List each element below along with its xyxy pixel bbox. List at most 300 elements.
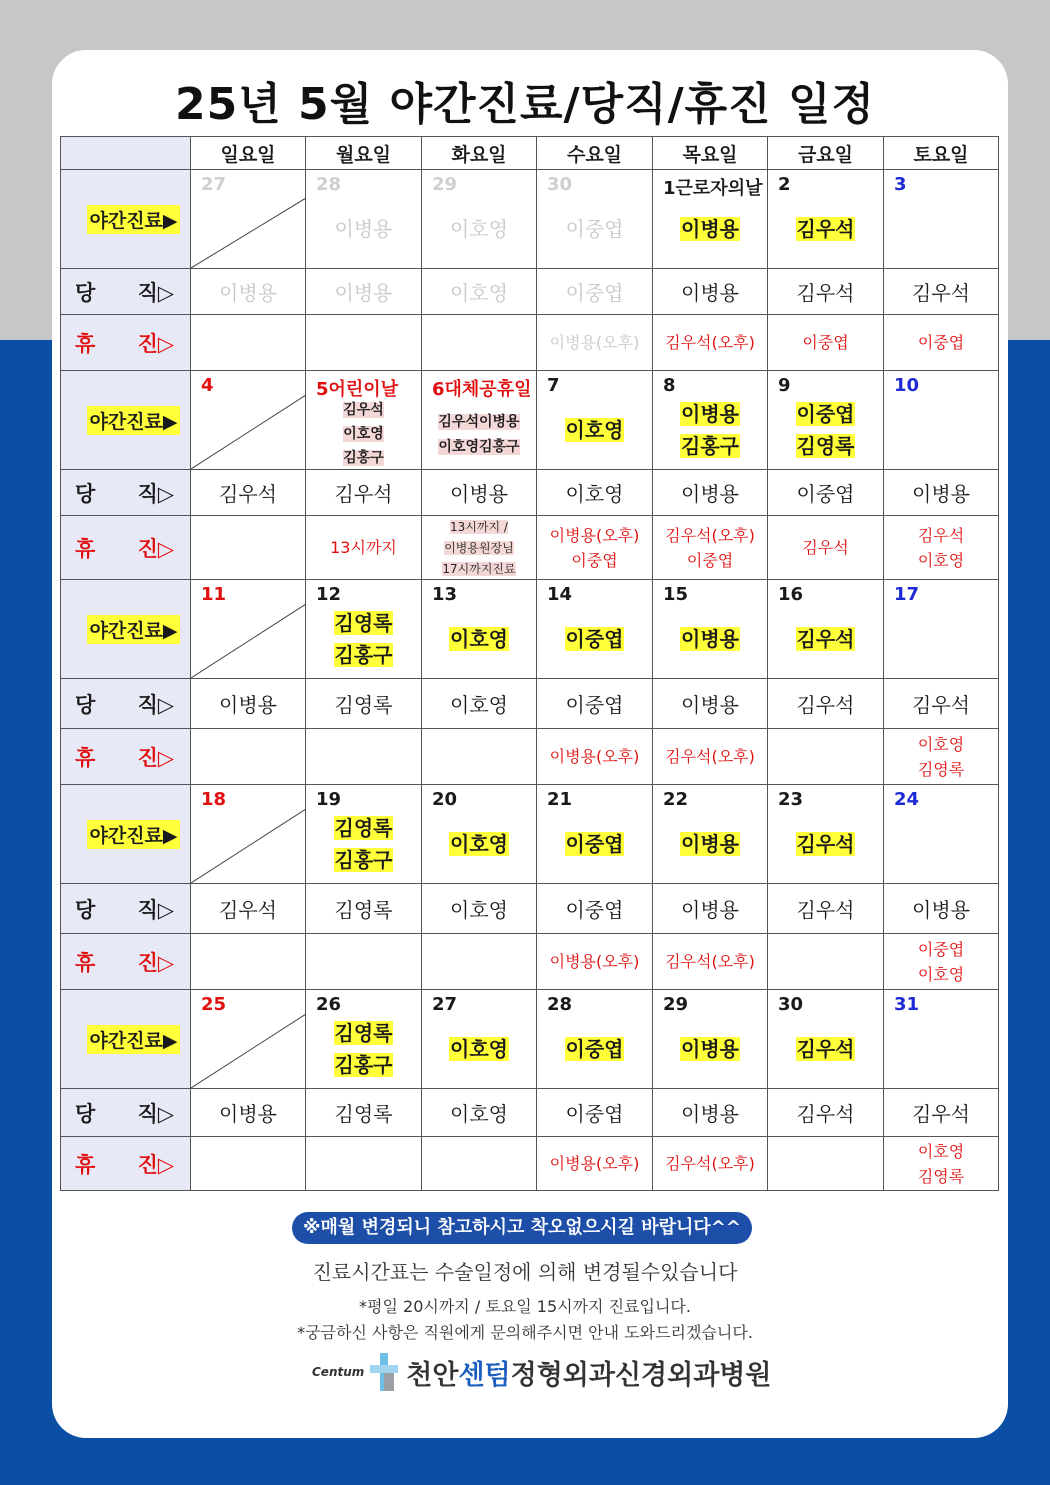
duty-cell [422, 470, 537, 516]
duty-cell [191, 470, 306, 516]
night-doctor-name: 이중엽 [565, 627, 624, 651]
no-night-diagonal [191, 580, 306, 678]
day-cell [884, 990, 999, 1089]
duty-label-a: 당 [75, 1101, 96, 1126]
row-label-off [61, 934, 191, 990]
night-doctors [422, 409, 536, 459]
night-doctors [653, 829, 767, 861]
off-doctor-entry: 이병용(오후) [549, 952, 640, 971]
day-cell [768, 990, 884, 1089]
off-cell [422, 934, 537, 990]
night-doctors [422, 829, 536, 861]
day-cell [768, 580, 884, 679]
day-number: 24 [894, 789, 920, 810]
duty-cell [191, 884, 306, 934]
duty-cell [884, 1089, 999, 1137]
duty-doctor-name: 김우석 [912, 693, 970, 717]
day-number: 8 [663, 375, 676, 396]
off-label-a: 휴 [75, 745, 96, 770]
off-cell [422, 729, 537, 785]
duty-doctor-name: 이중엽 [565, 281, 624, 305]
weekday-header: 화요일 [422, 137, 537, 170]
day-cell [306, 580, 422, 679]
night-doctors [537, 829, 652, 861]
night-doctor-name: 김홍구 [334, 1053, 393, 1077]
night-doctor-name: 김우석 [343, 402, 384, 418]
day-cell [306, 371, 422, 470]
day-cell [191, 371, 306, 470]
off-label-a: 휴 [75, 950, 96, 975]
off-cell [653, 315, 768, 371]
no-night-diagonal [191, 990, 306, 1088]
night-doctors [768, 829, 883, 861]
night-doctor-name: 이호영 [565, 418, 624, 442]
duty-cell [306, 269, 422, 315]
off-label-b: 진▷ [137, 331, 174, 356]
night-doctor-name: 이중엽 [565, 217, 624, 241]
night-doctors [537, 415, 652, 447]
off-doctor-entry: 김영록 [917, 1166, 965, 1186]
night-doctor-name: 이중엽 [565, 1037, 624, 1061]
off-cell [653, 516, 768, 580]
day-cell [653, 990, 768, 1089]
duty-doctor-name: 김영록 [334, 898, 393, 922]
row-label-night [61, 371, 191, 470]
day-number: 30 [778, 994, 804, 1015]
night-doctors [768, 624, 883, 656]
night-doctors [306, 397, 421, 469]
night-doctor-name: 이호영 [450, 832, 508, 856]
off-cell [422, 1137, 537, 1191]
night-doctor-name: 김영록 [334, 611, 393, 635]
night-doctor-name: 이병용 [681, 627, 739, 651]
day-number: 10 [894, 375, 920, 396]
off-cell [884, 315, 999, 371]
night-label: 야간진료▶ [87, 205, 179, 234]
off-cell [768, 729, 884, 785]
duty-doctor-name: 김우석 [219, 482, 277, 506]
day-number: 21 [547, 789, 573, 810]
day-number: 4 [201, 375, 214, 396]
night-label: 야간진료▶ [87, 820, 179, 849]
row-label-off [61, 729, 191, 785]
night-label: 야간진료▶ [87, 615, 179, 644]
weekday-header: 수요일 [537, 137, 653, 170]
off-doctor-entry: 김우석(오후) [665, 1154, 755, 1173]
schedule-table [60, 136, 999, 1191]
duty-cell [653, 470, 768, 516]
duty-cell [191, 1089, 306, 1137]
duty-cell [306, 470, 422, 516]
duty-cell [768, 470, 884, 516]
day-number: 30 [547, 174, 573, 195]
diagonal-line [191, 198, 306, 268]
night-doctor-name: 김우석 [796, 217, 855, 241]
night-doctors [422, 624, 536, 656]
no-night-diagonal [191, 170, 306, 268]
day-number: 27 [201, 174, 227, 195]
night-doctor-name: 이호영 [450, 627, 508, 651]
row-label-duty [61, 679, 191, 729]
duty-doctor-name: 이호영 [450, 898, 508, 922]
off-doctor-entry: 김우석 [917, 525, 965, 545]
duty-doctor-name: 이호영 [450, 281, 508, 305]
weekday-header: 일요일 [191, 137, 306, 170]
duty-doctor-name: 김우석 [796, 898, 855, 922]
day-number: 11 [201, 584, 227, 605]
duty-doctor-name: 이중엽 [565, 1102, 624, 1126]
off-doctor-entry: 이병용(오후) [549, 333, 640, 352]
day-cell [422, 785, 537, 884]
row-label-night [61, 580, 191, 679]
day-cell [306, 170, 422, 269]
page-title: 25년 5월 야간진료/당직/휴진 일정 [175, 79, 875, 130]
day-number: 29 [663, 994, 689, 1015]
off-cell [191, 315, 306, 371]
off-doctor-entry: 이병용(오후) [549, 1154, 640, 1173]
off-cell [653, 1137, 768, 1191]
row-label-duty [61, 1089, 191, 1137]
footer-line-3: *궁금하신 사항은 직원에게 문의해주시면 안내 도와드리겠습니다. [297, 1323, 753, 1342]
day-cell [768, 371, 884, 470]
off-doctor-entry: 김우석(오후) [665, 333, 755, 352]
duty-cell [422, 679, 537, 729]
day-number: 27 [432, 994, 458, 1015]
off-cell [306, 729, 422, 785]
night-doctor-name: 이병용 [681, 217, 739, 241]
duty-cell [653, 884, 768, 934]
duty-doctor-name: 이병용 [681, 482, 739, 506]
night-doctors [306, 1018, 421, 1082]
day-cell [306, 785, 422, 884]
day-number: 12 [316, 584, 342, 605]
duty-cell [537, 679, 653, 729]
day-number: 23 [778, 789, 804, 810]
day-cell [191, 990, 306, 1089]
off-doctor-entry: 이병용(오후) [549, 525, 640, 545]
night-doctor-name: 이병용 [681, 402, 739, 426]
off-cell [884, 516, 999, 580]
duty-doctor-name: 김영록 [334, 1102, 393, 1126]
day-cell [884, 371, 999, 470]
duty-doctor-name: 이호영 [565, 482, 624, 506]
night-doctors [422, 214, 536, 246]
weekday-header: 월요일 [306, 137, 422, 170]
duty-cell [422, 1089, 537, 1137]
duty-label-b: 직▷ [137, 692, 174, 717]
day-cell [422, 371, 537, 470]
off-cell [306, 934, 422, 990]
day-number: 1근로자의날 [663, 178, 763, 199]
duty-doctor-name: 이호영 [450, 693, 508, 717]
header-corner [61, 137, 191, 170]
day-cell [537, 371, 653, 470]
day-number: 9 [778, 375, 791, 396]
night-doctors [537, 624, 652, 656]
duty-cell [306, 1089, 422, 1137]
off-label-b: 진▷ [137, 536, 174, 561]
day-number: 15 [663, 584, 689, 605]
night-doctor-name: 김영록 [796, 434, 855, 458]
duty-cell [537, 269, 653, 315]
off-cell [306, 315, 422, 371]
night-doctors [306, 813, 421, 877]
night-doctor-name: 이병용 [681, 832, 739, 856]
duty-doctor-name: 이중엽 [796, 482, 855, 506]
night-doctors [653, 214, 767, 246]
night-doctor-name: 김홍구 [681, 434, 739, 458]
night-doctor-name: 김홍구 [343, 450, 384, 466]
duty-cell [768, 884, 884, 934]
duty-doctor-name: 김우석 [796, 281, 855, 305]
off-doctor-entry: 이중엽 [917, 939, 965, 959]
off-cell [191, 729, 306, 785]
night-doctors [537, 1034, 652, 1066]
off-doctor-entry: 이호영 [917, 964, 965, 984]
day-cell [653, 170, 768, 269]
off-doctor-entry: 이호영 [917, 550, 965, 570]
off-doctor-entry: 이중엽 [917, 333, 965, 352]
day-cell [768, 170, 884, 269]
duty-cell [884, 884, 999, 934]
off-doctor-entry: 이중엽 [802, 333, 849, 352]
day-cell [191, 580, 306, 679]
duty-cell [884, 679, 999, 729]
night-doctor-name: 김영록 [334, 816, 393, 840]
night-doctors [422, 1034, 536, 1066]
off-doctor-entry: 김우석(오후) [665, 747, 755, 766]
off-doctor-entry: 김우석(오후) [665, 952, 755, 971]
duty-doctor-name: 김우석 [912, 1102, 970, 1126]
duty-label-b: 직▷ [137, 280, 174, 305]
off-cell [768, 315, 884, 371]
duty-cell [884, 269, 999, 315]
day-number: 31 [894, 994, 920, 1015]
duty-cell [537, 884, 653, 934]
duty-doctor-name: 이병용 [334, 281, 393, 305]
day-cell [884, 785, 999, 884]
night-doctors [653, 624, 767, 656]
night-doctor-name: 김우석이병용 [438, 414, 520, 430]
night-doctor-name: 이호영 [450, 217, 508, 241]
duty-doctor-name: 김영록 [334, 693, 393, 717]
diagonal-line [191, 604, 306, 678]
day-number: 28 [316, 174, 342, 195]
night-doctor-name: 김영록 [334, 1021, 393, 1045]
day-number: 7 [547, 375, 560, 396]
day-number: 20 [432, 789, 458, 810]
off-cell [537, 516, 653, 580]
row-label-night [61, 990, 191, 1089]
duty-cell [422, 269, 537, 315]
night-doctor-name: 이호영 [450, 1037, 508, 1061]
duty-doctor-name: 이병용 [450, 482, 508, 506]
off-cell [884, 1137, 999, 1191]
logo-cross-icon [370, 1353, 398, 1391]
duty-cell [768, 269, 884, 315]
duty-cell [191, 679, 306, 729]
off-cell [537, 729, 653, 785]
duty-doctor-name: 이병용 [912, 898, 970, 922]
off-doctor-entry: 이호영 [917, 734, 965, 754]
duty-label-b: 직▷ [137, 481, 174, 506]
day-cell [537, 785, 653, 884]
night-label: 야간진료▶ [87, 1025, 179, 1054]
row-label-duty [61, 470, 191, 516]
logo-small-text: Centum [312, 1365, 365, 1379]
day-cell [884, 580, 999, 679]
weekday-header: 토요일 [884, 137, 999, 170]
row-label-night [61, 785, 191, 884]
day-cell [653, 371, 768, 470]
night-doctor-name: 이중엽 [796, 402, 855, 426]
duty-cell [768, 1089, 884, 1137]
duty-doctor-name: 이병용 [912, 482, 970, 506]
off-doctor-entry: 13시까지 / [450, 520, 508, 534]
day-cell [768, 785, 884, 884]
off-doctor-entry: 13시까지 [330, 538, 397, 557]
night-doctors [306, 214, 421, 246]
diagonal-line [191, 395, 306, 469]
duty-cell [422, 884, 537, 934]
night-doctor-name: 김우석 [796, 832, 855, 856]
day-cell [422, 580, 537, 679]
duty-label-b: 직▷ [137, 1101, 174, 1126]
off-cell [422, 315, 537, 371]
night-doctors [653, 399, 767, 463]
footer-line-1: 진료시간표는 수술일정에 의해 변경될수있습니다 [312, 1260, 738, 1284]
off-doctor-entry: 이병용(오후) [549, 747, 640, 766]
off-cell [884, 729, 999, 785]
row-label-off [61, 1137, 191, 1191]
duty-doctor-name: 이병용 [219, 1102, 277, 1126]
duty-cell [306, 884, 422, 934]
night-doctors [306, 608, 421, 672]
off-cell [653, 729, 768, 785]
duty-doctor-name: 김우석 [796, 1102, 855, 1126]
duty-cell [537, 1089, 653, 1137]
weekday-header: 목요일 [653, 137, 768, 170]
off-doctor-entry: 이중엽 [686, 550, 734, 570]
day-cell [191, 785, 306, 884]
night-doctor-name: 이호영 [343, 426, 384, 442]
duty-label-a: 당 [75, 692, 96, 717]
day-cell [537, 170, 653, 269]
no-night-diagonal [191, 785, 306, 883]
row-label-off [61, 516, 191, 580]
diagonal-line [191, 809, 306, 883]
diagonal-line [191, 1014, 306, 1088]
day-number: 18 [201, 789, 227, 810]
duty-doctor-name: 김우석 [334, 482, 393, 506]
off-cell [306, 516, 422, 580]
off-label-b: 진▷ [137, 745, 174, 770]
off-doctor-entry: 이병용원장님 [444, 541, 514, 555]
day-cell [537, 990, 653, 1089]
day-number: 5어린이날 [316, 379, 399, 400]
night-doctors [653, 1034, 767, 1066]
night-doctor-name: 이중엽 [565, 832, 624, 856]
duty-cell [306, 679, 422, 729]
off-cell [768, 1137, 884, 1191]
night-doctor-name: 김우석 [796, 627, 855, 651]
night-doctors [537, 214, 652, 246]
day-number: 28 [547, 994, 573, 1015]
night-doctor-name: 이병용 [681, 1037, 739, 1061]
off-cell [768, 516, 884, 580]
duty-label-a: 당 [75, 481, 96, 506]
day-number: 16 [778, 584, 804, 605]
off-doctor-entry: 김우석 [802, 538, 849, 557]
off-cell [422, 516, 537, 580]
duty-cell [191, 269, 306, 315]
duty-doctor-name: 이중엽 [565, 693, 624, 717]
hospital-logo [312, 1350, 771, 1394]
hospital-name: 천안센텀정형외과신경외과병원 [406, 1359, 772, 1391]
day-cell [537, 580, 653, 679]
night-doctor-name: 김홍구 [334, 643, 393, 667]
night-label: 야간진료▶ [87, 406, 179, 435]
duty-doctor-name: 이호영 [450, 1102, 508, 1126]
off-label-b: 진▷ [137, 950, 174, 975]
row-label-duty [61, 884, 191, 934]
off-label-b: 진▷ [137, 1152, 174, 1177]
day-number: 25 [201, 994, 227, 1015]
day-number: 2 [778, 174, 791, 195]
row-label-duty [61, 269, 191, 315]
night-doctor-name: 김우석 [796, 1037, 855, 1061]
off-doctor-entry: 17시까지진료 [442, 562, 516, 576]
duty-doctor-name: 이병용 [219, 281, 277, 305]
night-doctors [768, 399, 883, 463]
off-doctor-entry: 이호영 [917, 1141, 965, 1161]
day-number: 26 [316, 994, 342, 1015]
night-doctors [768, 1034, 883, 1066]
off-cell [537, 1137, 653, 1191]
off-cell [537, 315, 653, 371]
duty-doctor-name: 이중엽 [565, 898, 624, 922]
day-number: 17 [894, 584, 920, 605]
day-cell [422, 990, 537, 1089]
day-number: 29 [432, 174, 458, 195]
day-number: 13 [432, 584, 458, 605]
off-doctor-entry: 이중엽 [571, 550, 618, 570]
night-doctor-name: 이병용 [334, 217, 393, 241]
day-number: 14 [547, 584, 573, 605]
off-label-a: 휴 [75, 331, 96, 356]
day-number: 6대체공휴일 [432, 379, 532, 400]
duty-doctor-name: 이병용 [681, 1102, 739, 1126]
off-cell [768, 934, 884, 990]
duty-cell [653, 1089, 768, 1137]
day-number: 19 [316, 789, 342, 810]
row-label-night [61, 170, 191, 269]
duty-doctor-name: 김우석 [796, 693, 855, 717]
off-cell [884, 934, 999, 990]
day-number: 3 [894, 174, 907, 195]
duty-cell [537, 470, 653, 516]
off-doctor-entry: 김우석(오후) [665, 525, 755, 545]
off-cell [191, 934, 306, 990]
duty-doctor-name: 이병용 [681, 898, 739, 922]
off-cell [653, 934, 768, 990]
footer-line-2: *평일 20시까지 / 토요일 15시까지 진료입니다. [359, 1297, 691, 1316]
duty-cell [884, 470, 999, 516]
duty-cell [653, 679, 768, 729]
off-cell [537, 934, 653, 990]
duty-cell [653, 269, 768, 315]
duty-cell [768, 679, 884, 729]
